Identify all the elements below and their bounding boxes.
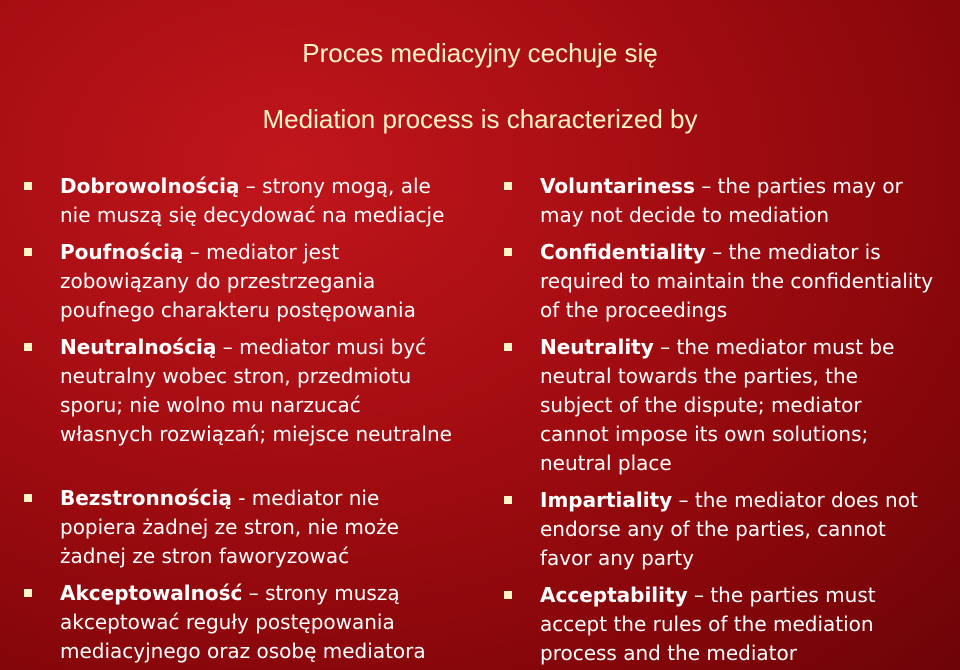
bullet-continuation-line: subject of the dispute; mediator [540,393,862,417]
bullet-first-line [60,333,484,362]
bullet-continuation-line: favor any party [540,546,694,570]
bullet-term: Dobrowolnością [60,174,240,198]
bullet-item [504,486,956,573]
slide-title-polish: Proces mediacyjny cechuje się [302,38,658,68]
square-bullet-icon [24,182,32,190]
bullet-item [24,579,484,666]
square-bullet-icon [24,248,32,256]
bullet-continuation-line: cannot impose its own solutions; [540,422,869,446]
square-bullet-icon [504,591,512,599]
bullet-continuation-line: neutral place [540,451,672,475]
bullet-term: Impartiality [540,488,673,512]
bullet-continuation-line: required to maintain the confidentiality [540,269,934,293]
bullet-first-line [540,238,956,267]
bullet-item [24,484,484,571]
slide-title-english: Mediation process is characterized by [262,104,698,134]
bullet-continuation-line: endorse any of the parties, cannot [540,517,886,541]
square-bullet-icon [24,589,32,597]
bullet-item [504,581,956,668]
bullet-description: – the mediator is [705,240,881,264]
bullet-continuation-line: popiera żadnej ze stron, nie może [60,515,399,539]
bullet-continuation-line: neutral towards the parties, the [540,364,858,388]
bullet-item [504,333,956,478]
square-bullet-icon [504,182,512,190]
square-bullet-icon [504,496,512,504]
bullet-continuation-line: nie muszą się decydować na mediacje [60,203,445,227]
bullet-continuation-line: of the proceedings [540,298,728,322]
bullet-first-line [540,581,956,610]
bullet-continuation-line: zobowiązany do przestrzegania [60,269,376,293]
bullet-term: Acceptability [540,583,688,607]
bullet-first-line [540,172,956,201]
bullet-item [24,333,484,449]
bullet-term: Akceptowalność [60,581,243,605]
bullet-item [24,172,484,230]
bullet-first-line [60,172,484,201]
bullet-first-line [60,484,484,513]
bullet-item [504,238,956,325]
bullet-description: – the parties may or [694,174,903,198]
bullet-description: - mediator nie [231,486,380,510]
square-bullet-icon [504,343,512,351]
bullet-term: Bezstronnością [60,486,232,510]
bullet-item [504,172,956,230]
bullet-continuation-line: mediacyjnego oraz osobę mediatora [60,639,426,663]
bullet-description: – mediator jest [183,240,340,264]
bullet-item [24,238,484,325]
bullet-first-line [60,238,484,267]
bullet-continuation-line: poufnego charakteru postępowania [60,298,416,322]
bullet-term: Voluntariness [540,174,695,198]
bullet-continuation-line: process and the mediator [540,641,797,665]
bullet-continuation-line: accept the rules of the mediation [540,612,874,636]
bullet-continuation-line: sporu; nie wolno mu narzucać [60,393,361,417]
square-bullet-icon [504,248,512,256]
bullet-description: – the parties must [687,583,876,607]
bullet-description: – mediator musi być [216,335,427,359]
bullet-term: Poufnością [60,240,184,264]
bullet-first-line [60,579,484,608]
square-bullet-icon [24,343,32,351]
square-bullet-icon [24,494,32,502]
bullet-term: Neutralnością [60,335,217,359]
bullet-description: – the mediator does not [672,488,918,512]
bullet-term: Neutrality [540,335,654,359]
polish-bullet-list [24,172,484,666]
bullet-first-line [540,486,956,515]
bullet-first-line [540,333,956,362]
bullet-continuation-line: akceptować reguły postępowania [60,610,395,634]
bullet-continuation-line: własnych rozwiązań; miejsce neutralne [60,422,452,446]
bullet-description: – strony muszą [242,581,400,605]
bullet-continuation-line: neutralny wobec stron, przedmiotu [60,364,412,388]
bullet-continuation-line: may not decide to mediation [540,203,829,227]
bullet-description: – the mediator must be [653,335,895,359]
bullet-term: Confidentiality [540,240,706,264]
english-bullet-list [504,172,956,668]
bullet-description: – strony mogą, ale [239,174,431,198]
bullet-continuation-line: żadnej ze stron faworyzować [60,544,350,568]
